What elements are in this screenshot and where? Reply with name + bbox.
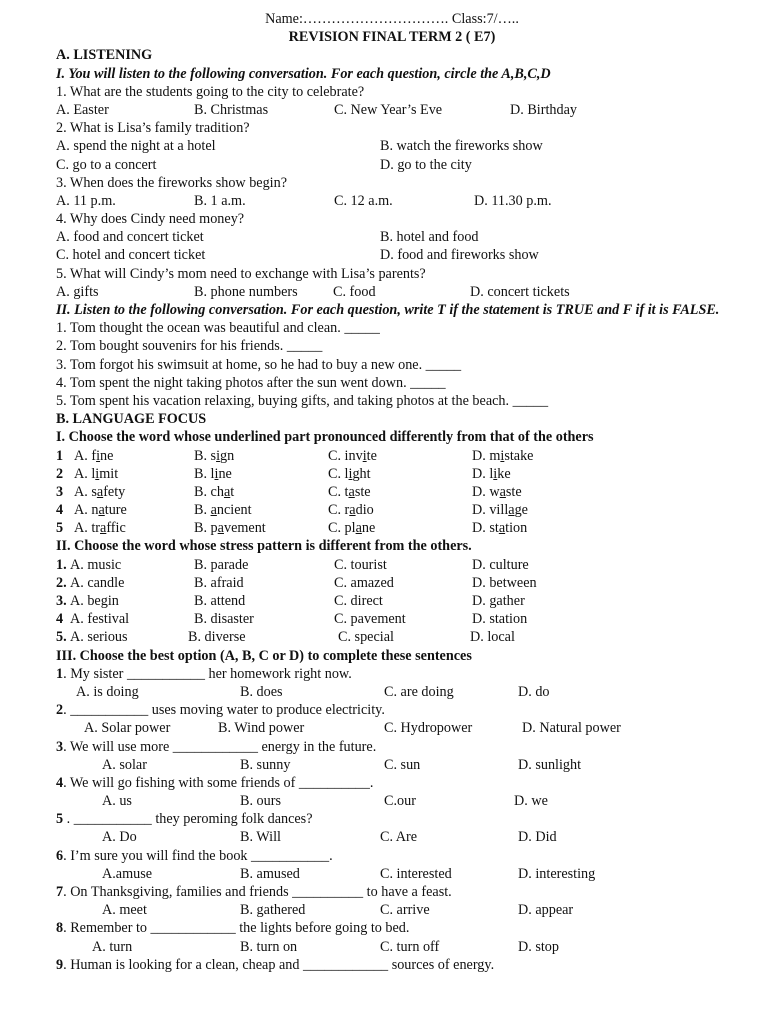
answer-option: D. Did (518, 829, 557, 846)
question-sentence: . My sister ___________ her homework right now. (63, 665, 352, 682)
option-suffix: dio (355, 502, 374, 519)
answer-option: A. gifts (56, 283, 99, 300)
answer-option: C. food (333, 283, 376, 300)
option-prefix: A. f (74, 447, 97, 464)
stress-row (56, 610, 728, 628)
answer-option (194, 447, 234, 465)
answer-option: A. meet (102, 902, 147, 919)
answer-option: C.our (384, 793, 416, 810)
answer-option (194, 465, 232, 483)
underlined-letter: a (217, 520, 224, 537)
answer-option: C. pavement (334, 611, 406, 628)
item-number: 5. (56, 629, 67, 646)
answer-option: B. amused (240, 865, 300, 882)
option-prefix: B. s (194, 447, 217, 464)
question-text (56, 956, 728, 974)
question-number: 2 (56, 702, 64, 719)
section-listening-heading: A. LISTENING (56, 47, 153, 64)
answer-option: D. gather (472, 593, 525, 610)
option-row (56, 137, 728, 155)
question-text (56, 810, 728, 828)
answer-option: D. local (470, 629, 515, 646)
listening-part1-instruction: I. You will listen to the following conversation. For each question, circle the A,B,C,D (56, 65, 551, 82)
option-row (56, 792, 728, 810)
answer-option: D. food and fireworks show (380, 247, 539, 264)
answer-option: B. gathered (240, 902, 306, 919)
item-number: 4 (56, 502, 64, 519)
option-row (56, 719, 728, 737)
underlined-letter: a (348, 483, 355, 500)
option-suffix: ne (100, 447, 114, 464)
answer-option (328, 501, 374, 519)
stress-row (56, 556, 728, 574)
answer-option: A. turn (92, 938, 133, 955)
pronunciation-items (56, 447, 728, 538)
option-row (56, 283, 728, 301)
question-text (56, 665, 728, 683)
listening-part2-statements (56, 319, 728, 410)
option-row (56, 865, 728, 883)
answer-option: D. Birthday (510, 101, 577, 118)
option-suffix: ke (497, 465, 511, 482)
question-number: 1 (56, 665, 64, 682)
answer-option (472, 447, 533, 465)
answer-option: D. interesting (518, 865, 596, 882)
underlined-letter: a (210, 502, 217, 519)
option-row (56, 828, 728, 846)
answer-option: B. hotel and food (380, 229, 479, 246)
language-part2-instruction: II. Choose the word whose stress pattern is different from the others. (56, 538, 472, 555)
option-prefix: A. tr (74, 520, 101, 537)
answer-option (74, 483, 125, 501)
stress-items (56, 556, 728, 647)
stress-row (56, 628, 728, 646)
underlined-letter: a (98, 502, 105, 519)
answer-option (328, 483, 371, 501)
answer-option: D. 11.30 p.m. (474, 192, 552, 209)
option-prefix: C. r (328, 502, 350, 519)
item-number: 1. (56, 556, 67, 573)
pronunciation-row (56, 447, 728, 465)
answer-option: D. appear (518, 902, 574, 919)
stress-row (56, 574, 728, 592)
option-suffix: stake (504, 447, 534, 464)
underlined-letter: i (96, 447, 101, 464)
item-number: 4 (56, 611, 64, 628)
pronunciation-row (56, 519, 728, 537)
pronunciation-row (56, 483, 728, 501)
option-prefix: C. pl (328, 520, 356, 537)
option-suffix: ture (104, 502, 127, 519)
answer-option: C. go to a concert (56, 156, 157, 173)
answer-option: C. interested (380, 865, 452, 882)
listening-part1-questions (56, 83, 728, 301)
option-suffix: vement (223, 520, 266, 537)
answer-option: B. watch the fireworks show (380, 138, 543, 155)
tf-statement: 5. Tom spent his vacation relaxing, buying gifts, and taking photos at the beach. _____ (56, 392, 549, 409)
option-suffix: ne (218, 465, 232, 482)
underlined-letter: a (96, 483, 104, 500)
answer-option: B. phone numbers (194, 283, 298, 300)
underlined-letter: i (214, 465, 219, 482)
underlined-letter: i (362, 447, 367, 464)
question-number: 8 (56, 920, 64, 937)
answer-option (194, 519, 266, 537)
option-row (56, 901, 728, 919)
question-text (56, 883, 728, 901)
option-suffix: tion (505, 520, 528, 537)
item-number: 5 (56, 520, 64, 537)
question-text: 1. What are the students going to the city to celebrate? (56, 83, 365, 100)
answer-option: A. festival (70, 611, 130, 628)
answer-option: C. hotel and concert ticket (56, 247, 206, 264)
question-text: 2. What is Lisa’s family tradition? (56, 120, 250, 137)
option-suffix: gn (220, 447, 235, 464)
option-row (56, 938, 728, 956)
language-part1-instruction: I. Choose the word whose underlined part pronounced differently from that of the others (56, 429, 594, 446)
answer-option: C. direct (334, 593, 383, 610)
item-number: 2. (56, 574, 67, 591)
answer-option (194, 483, 234, 501)
option-suffix: ffic (106, 520, 126, 537)
answer-option: D. go to the city (380, 156, 472, 173)
answer-option (74, 465, 118, 483)
option-prefix: D. l (472, 465, 494, 482)
option-prefix: C. t (328, 483, 349, 500)
answer-option: A. is doing (76, 683, 139, 700)
question-sentence: . We will go fishing with some friends of __________. (63, 774, 374, 791)
underlined-letter: i (348, 465, 353, 482)
answer-option: D. concert tickets (470, 283, 570, 300)
question-text: 5. What will Cindy’s mom need to exchange with Lisa’s parents? (56, 265, 426, 282)
option-suffix: mit (99, 465, 119, 482)
option-suffix: ght (352, 465, 371, 482)
answer-option (328, 447, 377, 465)
answer-option: D. station (472, 611, 528, 628)
underlined-letter: a (499, 483, 506, 500)
answer-option: C. tourist (334, 556, 387, 573)
section-language-heading: B. LANGUAGE FOCUS (56, 411, 207, 428)
question-text: 4. Why does Cindy need money? (56, 211, 245, 228)
option-suffix: ne (361, 520, 376, 537)
answer-option: A. spend the night at a hotel (56, 138, 216, 155)
option-suffix: ncient (216, 502, 252, 519)
answer-option: D. culture (472, 556, 529, 573)
question-number: 6 (56, 847, 64, 864)
question-sentence: . Human is looking for a clean, cheap and ____________ sources of energy. (63, 956, 495, 973)
option-prefix: A. s (74, 483, 97, 500)
answer-option: C. 12 a.m. (334, 192, 393, 209)
underlined-letter: i (500, 447, 505, 464)
underlined-letter: a (508, 502, 515, 519)
answer-option: A. serious (70, 629, 128, 646)
question-number: 3 (56, 738, 64, 755)
answer-option (328, 465, 371, 483)
answer-option: D. do (518, 683, 550, 700)
option-prefix: B. ch (194, 483, 224, 500)
question-sentence: . Remember to ____________ the lights before going to bed. (63, 920, 410, 937)
answer-option: A. Easter (56, 101, 109, 118)
answer-option: B. afraid (194, 574, 244, 591)
answer-option: B. diverse (188, 629, 246, 646)
language-part3-instruction: III. Choose the best option (A, B, C or D) to complete these sentences (56, 647, 472, 664)
grammar-questions (56, 665, 728, 974)
option-row (56, 756, 728, 774)
option-row (56, 101, 728, 119)
answer-option: B. Wind power (218, 720, 305, 737)
question-text (56, 847, 728, 865)
underlined-letter: a (100, 520, 107, 537)
option-row (56, 228, 728, 246)
option-suffix: ste (354, 483, 371, 500)
answer-option (194, 501, 252, 519)
pronunciation-row (56, 465, 728, 483)
answer-option: C. Hydropower (384, 720, 473, 737)
answer-option: B. ours (240, 793, 281, 810)
worksheet-title: REVISION FINAL TERM 2 ( E7) (288, 29, 496, 46)
option-suffix: ge (514, 502, 528, 519)
answer-option: B. parade (194, 556, 249, 573)
item-number: 2 (56, 465, 64, 482)
option-suffix: fety (103, 483, 126, 500)
option-prefix: B. p (194, 520, 218, 537)
answer-option: C. turn off (380, 938, 440, 955)
question-sentence: . ___________ uses moving water to produce electricity. (63, 702, 385, 719)
answer-option (472, 501, 528, 519)
answer-option: C. New Year’s Eve (334, 101, 443, 118)
option-prefix: D. w (472, 483, 500, 500)
answer-option: B. does (240, 683, 283, 700)
answer-option (74, 519, 126, 537)
question-number: 4 (56, 774, 64, 791)
answer-option: A. Do (102, 829, 137, 846)
question-text (56, 919, 728, 937)
answer-option: C. amazed (334, 574, 394, 591)
underlined-letter: a (349, 502, 356, 519)
option-prefix: B. l (194, 465, 215, 482)
option-prefix: D. m (472, 447, 501, 464)
option-prefix: C. inv (328, 447, 363, 464)
answer-option: D. we (514, 793, 548, 810)
answer-option: D. Natural power (522, 720, 621, 737)
answer-option: B. Will (240, 829, 281, 846)
answer-option: D. stop (518, 938, 559, 955)
underlined-letter: i (216, 447, 221, 464)
answer-option: B. 1 a.m. (194, 192, 246, 209)
option-row (56, 156, 728, 174)
answer-option: B. attend (194, 593, 246, 610)
answer-option (328, 519, 375, 537)
tf-statement: 1. Tom thought the ocean was beautiful and clean. _____ (56, 320, 380, 337)
option-suffix: ste (505, 483, 522, 500)
question-text (56, 774, 728, 792)
question-sentence: . I’m sure you will find the book ___________. (63, 847, 333, 864)
option-row (56, 246, 728, 264)
tf-statement: 3. Tom forgot his swimsuit at home, so he had to buy a new one. _____ (56, 356, 462, 373)
answer-option: D. between (472, 574, 537, 591)
answer-option: B. Christmas (194, 101, 269, 118)
answer-option: B. sunny (240, 756, 291, 773)
option-suffix: te (366, 447, 377, 464)
underlined-letter: a (355, 520, 362, 537)
option-prefix: D. st (472, 520, 499, 537)
tf-statement: 2. Tom bought souvenirs for his friends. _____ (56, 338, 323, 355)
answer-option: A. solar (102, 756, 147, 773)
answer-option: D. sunlight (518, 756, 582, 773)
answer-option (74, 447, 113, 465)
item-number: 3. (56, 593, 67, 610)
option-suffix: t (230, 483, 235, 500)
answer-option (472, 519, 527, 537)
answer-option: B. disaster (194, 611, 254, 628)
option-prefix: A. l (74, 465, 96, 482)
question-sentence: . We will use more ____________ energy in the future. (63, 738, 377, 755)
stress-row (56, 592, 728, 610)
listening-part2-instruction: II. Listen to the following conversation. For each question, write T if the statement is TRUE and F if it is FALSE. (56, 302, 720, 319)
answer-option (74, 501, 127, 519)
question-text: 3. When does the fireworks show begin? (56, 174, 288, 191)
name-class-line: Name:…………………………. Class:7/….. (265, 11, 519, 27)
answer-option: A. 11 p.m. (56, 192, 116, 209)
question-number: 5 (56, 811, 64, 828)
answer-option: A. begin (70, 593, 119, 610)
option-prefix: D. vill (472, 502, 509, 519)
question-sentence: . On Thanksgiving, families and friends __________ to have a feast. (63, 884, 452, 901)
option-prefix: B. (194, 502, 211, 519)
answer-option (472, 483, 522, 501)
answer-option: A. music (70, 556, 122, 573)
underlined-letter: a (498, 520, 506, 537)
pronunciation-row (56, 501, 728, 519)
tf-statement: 4. Tom spent the night taking photos after the sun went down. _____ (56, 374, 446, 391)
underlined-letter: i (493, 465, 498, 482)
item-number: 3 (56, 483, 64, 500)
option-prefix: A. n (74, 502, 99, 519)
underlined-letter: a (223, 483, 231, 500)
option-row (56, 683, 728, 701)
answer-option: C. Are (380, 829, 418, 846)
answer-option (472, 465, 511, 483)
question-text (56, 701, 728, 719)
answer-option: C. arrive (380, 902, 430, 919)
answer-option: B. turn on (240, 938, 298, 955)
underlined-letter: i (95, 465, 100, 482)
answer-option: A. us (102, 793, 132, 810)
answer-option: C. sun (384, 756, 421, 773)
answer-option: C. are doing (384, 683, 454, 700)
answer-option: A. Solar power (84, 720, 171, 737)
question-sentence: . ___________ they peroming folk dances? (63, 811, 313, 828)
option-row (56, 192, 728, 210)
question-text (56, 738, 728, 756)
question-number: 7 (56, 884, 64, 901)
answer-option: C. special (338, 629, 394, 646)
option-prefix: C. l (328, 465, 349, 482)
answer-option: A. candle (70, 574, 125, 591)
answer-option: A. food and concert ticket (56, 229, 204, 246)
item-number: 1 (56, 447, 64, 464)
question-number: 9 (56, 956, 64, 973)
answer-option: A.amuse (102, 865, 153, 882)
